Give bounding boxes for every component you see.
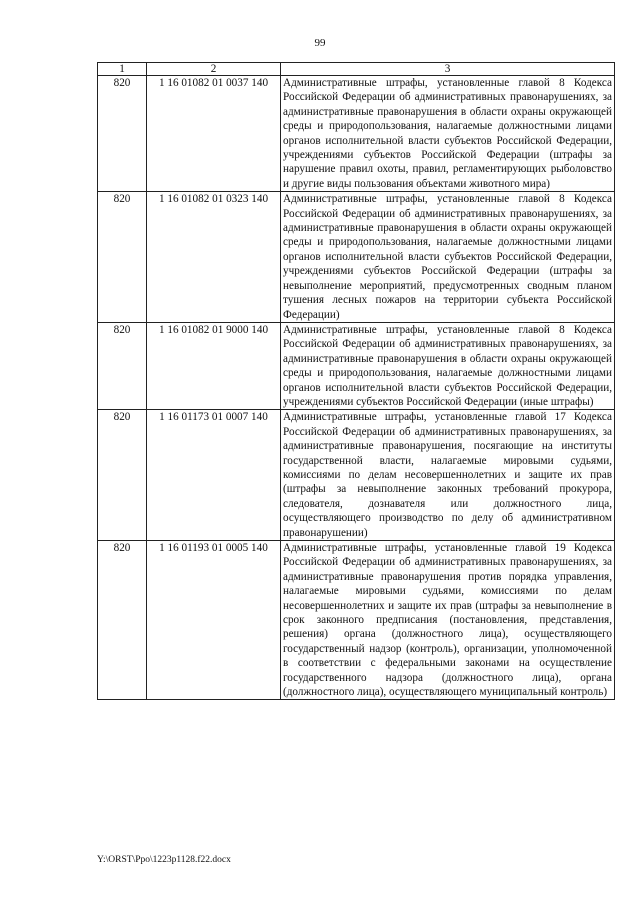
administrator-code-cell: 820 — [98, 192, 147, 323]
table-row — [98, 410, 615, 541]
table-header-row — [98, 63, 615, 76]
administrator-code-cell: 820 — [98, 541, 147, 700]
column-header-3: 3 — [281, 63, 615, 76]
table-row — [98, 322, 615, 409]
administrator-code-cell: 820 — [98, 76, 147, 192]
description-cell: Административные штрафы, установленные главой 8 Кодекса Российской Федерации об административных правонарушениях, за административные правонарушения в области охраны окружающей среды и природопользования, налагаемые должностными лицами органов исполнительной власти субъектов Российской Федерации, учреждениями субъектов Российской Федерации (иные штрафы) — [281, 322, 615, 409]
classification-code-cell: 1 16 01173 01 0007 140 — [147, 410, 281, 541]
table-row — [98, 541, 615, 700]
budget-classification-table — [97, 62, 615, 700]
description-cell: Административные штрафы, установленные главой 17 Кодекса Российской Федерации об административных правонарушениях, за административные правонарушения, посягающие на институты государственной власти, налагаемые мировыми судьями, комиссиями по делам несовершеннолетних и защите их прав (штрафы за невыполнение законных требований прокурора, следователя, дознавателя или должностного лица, осуществляющего производство по делу об административном правонарушении) — [281, 410, 615, 541]
table-row — [98, 192, 615, 323]
classification-code-cell: 1 16 01082 01 0323 140 — [147, 192, 281, 323]
table-row — [98, 76, 615, 192]
column-header-2: 2 — [147, 63, 281, 76]
classification-code-cell: 1 16 01082 01 9000 140 — [147, 322, 281, 409]
description-cell: Административные штрафы, установленные главой 19 Кодекса Российской Федерации об административных правонарушениях, за административные правонарушения против порядка управления, налагаемые мировыми судьями, комиссиями по делам несовершеннолетних и защите их прав (штрафы за невыполнение в срок законного предписания (постановления, представления, решения) органа (должностного лица), осуществляющего государственный надзор (контроль), организации, уполномоченной в соответствии с федеральными законами на осуществление государственного надзора (должностного лица), органа (должностного лица), осуществляющего муниципальный контроль) — [281, 541, 615, 700]
administrator-code-cell: 820 — [98, 410, 147, 541]
classification-code-cell: 1 16 01193 01 0005 140 — [147, 541, 281, 700]
page-number: 99 — [314, 37, 326, 49]
document-path-footer: Y:\ORST\Ppo\1223p1128.f22.docx — [97, 855, 231, 865]
description-cell: Административные штрафы, установленные главой 8 Кодекса Российской Федерации об административных правонарушениях, за административные правонарушения в области охраны окружающей среды и природопользования, налагаемые должностными лицами органов исполнительной власти субъектов Российской Федерации, учреждениями субъектов Российской Федерации (штрафы за нарушение правил охоты, правил, регламентирующих рыболовство и другие виды пользования объектами животного мира) — [281, 76, 615, 192]
description-cell: Административные штрафы, установленные главой 8 Кодекса Российской Федерации об административных правонарушениях, за административные правонарушения в области охраны окружающей среды и природопользования, налагаемые должностными лицами органов исполнительной власти субъектов Российской Федерации, учреждениями субъектов Российской Федерации (штрафы за невыполнение мероприятий, предусмотренных сводным планом тушения лесных пожаров на территории субъекта Российской Федерации) — [281, 192, 615, 323]
column-header-1: 1 — [98, 63, 147, 76]
classification-code-cell: 1 16 01082 01 0037 140 — [147, 76, 281, 192]
administrator-code-cell: 820 — [98, 322, 147, 409]
